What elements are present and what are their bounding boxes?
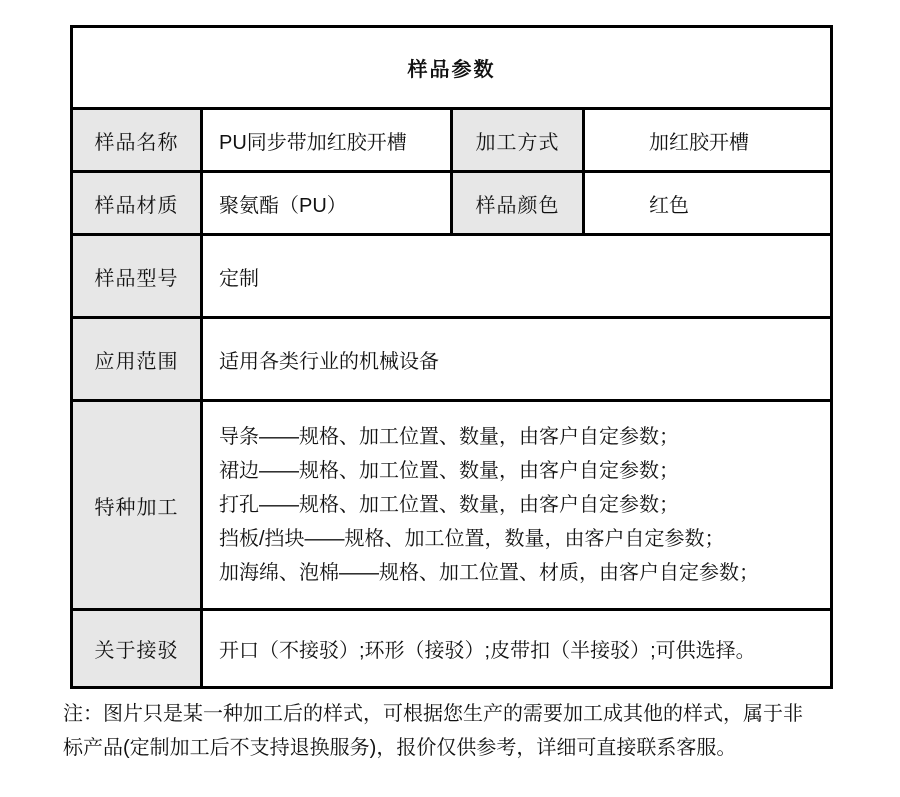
footnote <box>63 697 843 765</box>
row-special-processing <box>72 401 832 610</box>
value-special-processing <box>202 401 832 610</box>
special-processing-line-3: 打孔——规格、加工位置、数量，由客户自定参数； <box>219 494 679 516</box>
label-about-joining: 关于接驳 <box>72 610 202 688</box>
value-sample-model: 定制 <box>202 235 832 318</box>
row-sample-material <box>72 172 832 235</box>
row-application-scope <box>72 318 832 401</box>
row-sample-name <box>72 109 832 172</box>
value-about-joining: 开口（不接驳）;环形（接驳）;皮带扣（半接驳）;可供选择。 <box>202 610 832 688</box>
footnote-line-1: 注：图片只是某一种加工后的样式，可根据您生产的需要加工成其他的样式，属于非 <box>63 703 803 725</box>
value-application-scope: 适用各类行业的机械设备 <box>202 318 832 401</box>
special-processing-line-5: 加海绵、泡棉——规格、加工位置、材质，由客户自定参数； <box>219 562 759 584</box>
row-sample-model <box>72 235 832 318</box>
label-processing-method: 加工方式 <box>452 109 584 172</box>
special-processing-line-1: 导条——规格、加工位置、数量，由客户自定参数； <box>219 426 679 448</box>
special-processing-line-4: 挡板/挡块——规格、加工位置，数量，由客户自定参数； <box>219 528 725 550</box>
label-sample-model: 样品型号 <box>72 235 202 318</box>
value-sample-name: PU同步带加红胶开槽 <box>202 109 452 172</box>
label-sample-color: 样品颜色 <box>452 172 584 235</box>
value-sample-material: 聚氨酯（PU） <box>202 172 452 235</box>
title-row <box>72 27 832 109</box>
label-sample-name: 样品名称 <box>72 109 202 172</box>
value-sample-color: 红色 <box>584 172 832 235</box>
table-title: 样品参数 <box>72 27 832 109</box>
special-processing-line-2: 裙边——规格、加工位置、数量，由客户自定参数； <box>219 460 679 482</box>
row-about-joining <box>72 610 832 688</box>
label-application-scope: 应用范围 <box>72 318 202 401</box>
footnote-line-2: 标产品(定制加工后不支持退换服务)，报价仅供参考，详细可直接联系客服。 <box>63 737 737 759</box>
sample-parameters-table <box>70 25 833 689</box>
value-processing-method: 加红胶开槽 <box>584 109 832 172</box>
label-sample-material: 样品材质 <box>72 172 202 235</box>
label-special-processing: 特种加工 <box>72 401 202 610</box>
